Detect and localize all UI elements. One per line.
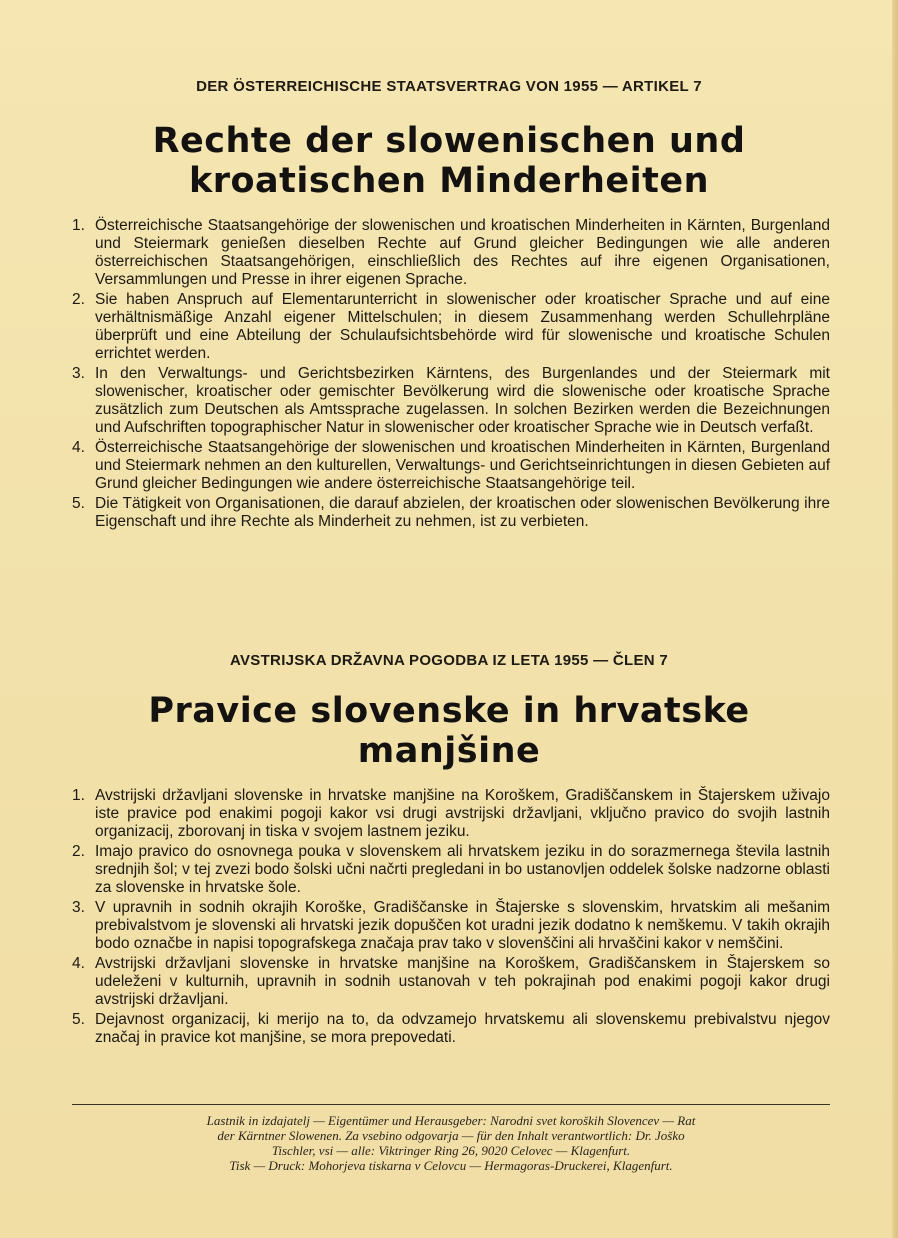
slovene-title-line2: manjšine [357, 731, 541, 771]
slovene-article-list [0, 787, 898, 1047]
slovene-title-line1: Pravice slovenske in hrvatske [148, 691, 750, 731]
item-text: Imajo pravico do osnovnega pouka v slovenskem ali hrvatskem jeziku in do sorazmernega števila lastnih srednjih šol; v tej zvezi bodo šolski učni načrti pregledani in bo ustanovljen oddelek šolske nadzorne oblasti za slovenske in hrvatske šole. [95, 843, 830, 896]
german-section [0, 78, 898, 533]
item-text: Die Tätigkeit von Organisationen, die darauf abzielen, der kroatischen oder slowenischen Bevölkerung ihre Eigenschaft und ihre Rechte als Minderheit zu nehmen, ist zu verbieten. [95, 495, 830, 530]
item-number: 3. [72, 899, 85, 916]
list-item [0, 955, 898, 1009]
item-number: 3. [72, 365, 85, 382]
item-text: Sie haben Anspruch auf Elementarunterricht in slowenischer oder kroatischer Sprache und auf eine verhältnismäßige Anzahl eigener Mittelschulen; in diesem Zusammenhang werden Schullehrpläne überprüft und eine Abteilung der Schulaufsichtsbehörde wird für slowenische und kroatische Schulen errichtet werden. [95, 291, 830, 362]
slovene-section [0, 652, 898, 1049]
imprint-line: der Kärntner Slowenen. Za vsebino odgovarja — für den Inhalt verantwortlich: Dr. Joško [217, 1128, 685, 1143]
item-number: 2. [72, 843, 85, 860]
item-number: 2. [72, 291, 85, 308]
list-item [0, 843, 898, 897]
item-number: 5. [72, 495, 85, 512]
item-number: 4. [72, 439, 85, 456]
item-text: Avstrijski državljani slovenske in hrvatske manjšine na Koroškem, Gradiščanskem in Štajerskem so udeleženi v kulturnih, upravnih in sodnih ustanovah v teh pokrajinah pod enakimi pogoji kakor drugi avstrijski državljani. [95, 955, 830, 1008]
german-article-list [0, 217, 898, 531]
german-title-line1: Rechte der slowenischen und [152, 121, 746, 161]
list-item [0, 495, 898, 531]
item-text: Österreichische Staatsangehörige der slowenischen und kroatischen Minderheiten in Kärnten, Burgenland und Steiermark nehmen an den kulturellen, Verwaltungs- und Gerichtseinrichtungen in diesen Gebieten auf Grund gleicher Bedingungen wie andere österreichische Staatsangehörige teil. [95, 439, 830, 492]
list-item [0, 291, 898, 363]
list-item [0, 899, 898, 953]
item-number: 5. [72, 1011, 85, 1028]
imprint-line: Lastnik in izdajatelj — Eigentümer und Herausgeber: Narodni svet koroških Slovencev — Rat [206, 1113, 696, 1128]
item-number: 1. [72, 217, 85, 234]
german-title-line2: kroatischen Minderheiten [188, 161, 710, 201]
german-supertitle: DER ÖSTERREICHISCHE STAATSVERTRAG VON 1955 — ARTIKEL 7 [196, 78, 702, 95]
item-text: Dejavnost organizacij, ki merijo na to, da odvzamejo hrvatskemu ali slovenskemu prebivalstvu njegov značaj in pravice kot manjšine, se mora prepovedati. [95, 1011, 830, 1046]
item-text: V upravnih in sodnih okrajih Koroške, Gradiščanske in Štajerske s slovenskim, hrvatskim ali mešanim prebivalstvom je slovenski ali hrvatski jezik dopuščen kot uradni jezik dodatno k nemškemu. V takih okrajih bodo označbe in napisi topografskega značaja prav tako v slovenščini ali hrvaščini kakor v nemščini. [95, 899, 830, 952]
item-number: 1. [72, 787, 85, 804]
list-item [0, 787, 898, 841]
item-text: Avstrijski državljani slovenske in hrvatske manjšine na Koroškem, Gradiščanskem in Štajerskem uživajo iste pravice pod enakimi pogoji kakor vsi drugi avstrijski državljani, vključno pravico do svojih lastnih organizacij, zborovanj in tiska v svojem lastnem jeziku. [95, 787, 830, 840]
item-text: In den Verwaltungs- und Gerichtsbezirken Kärntens, des Burgenlandes und der Steiermark mit slowenischer, kroatischer oder gemischter Bevölkerung wird die slowenische oder kroatische Sprache zusätzlich zum Deutschen als Amtssprache zugelassen. In solchen Bezirken werden die Bezeichnungen und Aufschriften topographischer Natur in slowenischer oder kroatischer Sprache wie in Deutsch verfaßt. [95, 365, 830, 436]
item-number: 4. [72, 955, 85, 972]
list-item [0, 1011, 898, 1047]
list-item [0, 439, 898, 493]
imprint-line: Tischler, vsi — alle: Viktringer Ring 26, 9020 Celovec — Klagenfurt. [271, 1143, 631, 1158]
item-text: Österreichische Staatsangehörige der slowenischen und kroatischen Minderheiten in Kärnten, Burgenland und Steiermark genießen dieselben Rechte auf Grund gleicher Bedingungen wie alle anderen österreichischen Staatsangehörigen, einschließlich des Rechtes auf ihre eigenen Organisationen, Versammlungen und Presse in ihrer eigenen Sprache. [95, 217, 830, 288]
list-item [0, 217, 898, 289]
slovene-title [0, 691, 898, 771]
imprint-line: Tisk — Druck: Mohorjeva tiskarna v Celovcu — Hermagoras-Druckerei, Klagenfurt. [229, 1158, 673, 1173]
list-item [0, 365, 898, 437]
german-title [0, 121, 898, 201]
slovene-supertitle: AVSTRIJSKA DRŽAVNA POGODBA IZ LETA 1955 — ČLEN 7 [229, 652, 669, 669]
imprint-footer [72, 1104, 830, 1173]
